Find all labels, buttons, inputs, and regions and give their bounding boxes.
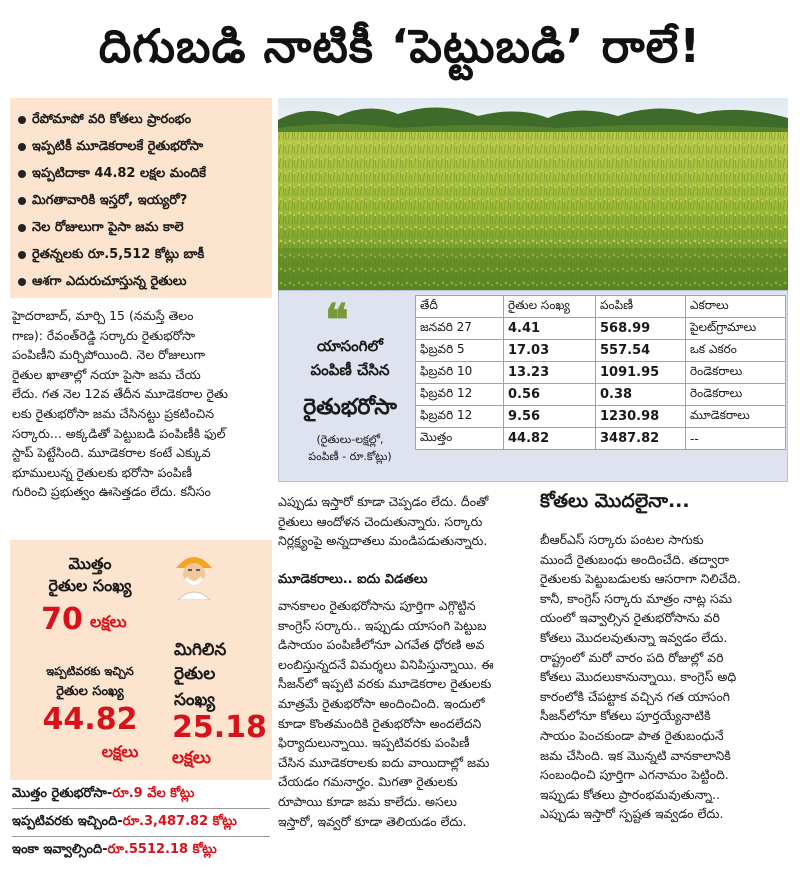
- article-line: మాత్రమే రైతుభరోసా అందించింది. ఇందులో: [278, 695, 485, 711]
- article-line: కోతలు మొదలవుతున్నా ఇవ్వడం లేదు.: [540, 629, 728, 645]
- table-title-line2: పంపిణీ చేసిన: [310, 361, 390, 379]
- article-line: కూడా కొంతమందికి రైతుభరోసా అందలేదని: [278, 715, 482, 731]
- table-cell: ఫిబ్రవరి 10: [416, 362, 504, 384]
- article-line: స్టాప్ పెట్టేసింది. మూడెకరాల కంటే ఎక్కువ: [12, 445, 211, 461]
- article-line: కారంలోకి చేపట్టాక వచ్చిన గత యాసంగి: [540, 688, 730, 704]
- paid-farmers-label: రైతుల సంఖ్య: [56, 684, 124, 699]
- article-line: లేదు. గత నెల 12వ తేదీన మూడెకరాల రైతు: [12, 386, 228, 402]
- table-cell: మొత్తం: [416, 428, 504, 450]
- article-line: భూములున్న రైతులకు భరోసా పంపిణీ: [12, 464, 192, 480]
- table-cell: మూడెకరాలు: [686, 406, 786, 428]
- article-line: ఇస్తారో, ఇవ్వరో కూడా తెలియడం లేదు.: [278, 813, 467, 829]
- table-cell: ఒక ఎకరం: [686, 340, 786, 362]
- total-amount-line: [12, 786, 194, 804]
- table-cell: 0.38: [596, 384, 686, 406]
- total-farmers-value: 70: [41, 602, 83, 637]
- article-line: సర్కారు... అక్కడితో పెట్టుబడి పంపిణీకి ఫుల్: [12, 425, 226, 441]
- table-cell: పైలట్‌గ్రామాలు: [686, 318, 786, 340]
- subheading-three-acres: మూడెకరాలు.. ఐదు విడతలు: [278, 572, 428, 587]
- table-title-line1: యాసంగిలో: [317, 337, 383, 355]
- pending-amount-label: ఇంకా ఇవ్వాల్సింది-: [12, 842, 108, 857]
- table-unit-note-line: పంపిణీ - రూ.కోట్లు): [308, 450, 392, 463]
- article-line: ముందే రైతుబంధు అందించేది. తద్వారా: [540, 551, 729, 567]
- article-line: చేయడం గమనార్హం. మిగతా రైతులకు: [278, 774, 458, 790]
- paddy-field-image: [278, 98, 788, 290]
- table-row: [416, 406, 786, 428]
- table-row: [416, 362, 786, 384]
- table-cell: జనవరి 27: [416, 318, 504, 340]
- highlight-item: ఇప్పటిదాకా 44.82 లక్షల మందికే: [16, 160, 266, 187]
- total-farmers-label: మొత్తం: [68, 554, 112, 573]
- table-row: [416, 384, 786, 406]
- table-cell: ఫిబ్రవరి 12: [416, 384, 504, 406]
- paid-amount-line: [12, 814, 237, 832]
- article-line: రాష్ట్రంలో మరో వారం పది రోజుల్లో వరి: [540, 649, 724, 665]
- paid-farmers-value: 44.82: [42, 702, 138, 737]
- table-cell: 0.56: [504, 384, 596, 406]
- table-header-row: [416, 296, 786, 318]
- remaining-farmers-unit: లక్షలు: [172, 748, 211, 768]
- quote-icon: ❝: [325, 295, 349, 346]
- table-unit-note: [287, 431, 413, 465]
- article-line: రైతులు ఆందోళన చెందుతున్నారు. సర్కారు: [278, 513, 483, 529]
- article-line: జమ చేసింది. ఇక మొన్నటి వానకాలానికి: [540, 747, 731, 763]
- total-amount-label: మొత్తం రైతుభరోసా-: [12, 786, 113, 801]
- table-cell: 13.23: [504, 362, 596, 384]
- article-column-1: [12, 306, 270, 502]
- remaining-farmers-label: రైతుల: [174, 664, 216, 684]
- table-total-row: [416, 428, 786, 450]
- article-line: కాంగ్రెస్ సర్కారు.. ఇప్పుడు యాసంగి పెట్టుబ: [278, 617, 487, 633]
- article-line: ఫిర్యాదులున్నాయి. ఇప్పటివరకు పంపిణీ: [278, 735, 470, 751]
- table-cell: ఫిబ్రవరి 12: [416, 406, 504, 428]
- highlight-item: రేపోమాపో వరి కోతలు ప్రారంభం: [16, 106, 266, 133]
- article-line: సీజన్‌లోనూ కోతలు పూర్తయ్యేనాటికి: [540, 708, 711, 724]
- table-header-cell: తేదీ: [416, 296, 504, 318]
- highlights-box: [10, 98, 272, 298]
- table-row: [416, 340, 786, 362]
- table-title-line3: రైతుభరోసా: [303, 395, 397, 420]
- article-line: బీఆర్‌ఎస్ సర్కారు పంటల సాగుకు: [540, 532, 704, 547]
- article-line: సీజన్‌లో ఇప్పటి వరకు మూడెకరాల రైతులకు: [278, 676, 492, 692]
- article-line: లకు రైతుభరోసా జమ చేసినట్టు ప్రకటించిన: [12, 405, 215, 421]
- total-amount-value: రూ.9 వేల కోట్లు: [112, 786, 195, 801]
- table-cell: రెండెకరాలు: [686, 384, 786, 406]
- total-farmers-label: రైతుల సంఖ్య: [48, 576, 132, 595]
- distribution-table-box: [278, 290, 788, 482]
- subheading-harvest: కోతలు మొదలైనా...: [540, 490, 690, 512]
- total-farmers-unit: లక్షలు: [90, 612, 127, 631]
- highlight-item: మిగతావారికి ఇస్తరో, ఇయ్యరో?: [16, 187, 266, 214]
- article-line: డిసాయం పంపిణీలోనూ ఎగవేత ధోరణి అవ: [278, 637, 485, 653]
- table-cell: 568.99: [596, 318, 686, 340]
- paid-farmers-unit: లక్షలు: [101, 742, 139, 761]
- table-cell: 17.03: [504, 340, 596, 362]
- table-cell: ఫిబ్రవరి 5: [416, 340, 504, 362]
- article-line: వానకాలం రైతుభరోసాను పూర్తిగా ఎగ్గొట్టిన: [278, 598, 476, 613]
- table-cell: 557.54: [596, 340, 686, 362]
- article-line: హైదరాబాద్, మార్చి 15 (నమస్తే తెలం: [12, 308, 194, 323]
- distribution-table: [415, 295, 786, 450]
- article-line: పంపిణీని మర్చిపోయింది. నెల రోజులుగా: [12, 347, 206, 363]
- article-column-3: [540, 530, 788, 824]
- article-line: చేసిన మూడెకరాలకు ఐదు వాయిదాల్లో జమ: [278, 754, 490, 770]
- remaining-farmers-label: మిగిలిన: [174, 640, 227, 660]
- table-unit-note-line: (రైతులు-లక్షల్లో,: [316, 433, 384, 446]
- table-row: [416, 318, 786, 340]
- paid-farmers-label: ఇప్పటివరకు ఇచ్చిన: [46, 664, 134, 678]
- highlight-item: ఇప్పటికీ మూడెకరాలకే రైతుభరోసా: [16, 133, 266, 160]
- pending-amount-value: రూ.5512.18 కోట్లు: [107, 842, 217, 857]
- highlight-item: ఆశగా ఎదురుచూస్తున్న రైతులు: [16, 268, 266, 295]
- article-line: ఎప్పుడు ఇస్తారో స్పష్టత ఇవ్వడం లేదు.: [540, 806, 724, 822]
- pending-amount-line: [12, 842, 217, 860]
- divider: [12, 836, 270, 837]
- article-line: నిర్లక్ష్యంపై అన్నదాతలు మండిపడుతున్నారు.: [278, 533, 488, 549]
- article-line: రైతుల ఖాతాల్లో నయా పైసా జమ చేయ: [12, 366, 201, 382]
- table-header-cell: ఎకరాలు: [686, 296, 786, 318]
- table-cell: 4.41: [504, 318, 596, 340]
- farmer-icon: [170, 548, 218, 600]
- article-line: కానీ, కాంగ్రెస్ సర్కారు మాత్రం నాట్ల సమ: [540, 590, 732, 606]
- stats-panel: [10, 540, 272, 780]
- table-cell: 9.56: [504, 406, 596, 428]
- highlight-item: రైతన్నలకు రూ.5,512 కోట్లు బాకీ: [16, 241, 266, 268]
- table-header-cell: రైతుల సంఖ్య: [504, 296, 596, 318]
- table-cell: 1230.98: [596, 406, 686, 428]
- headline: దిగుబడి నాటికీ ‘పెట్టుబడి’ రాలే!: [98, 19, 702, 73]
- remaining-farmers-value: 25.18: [172, 710, 267, 745]
- paid-amount-value: రూ.3,487.82 కోట్లు: [122, 814, 237, 829]
- paid-amount-label: ఇప్పటివరకు ఇచ్చింది-: [12, 814, 123, 829]
- article-line: రూపాయి కూడా జమ కాలేదు. అసలు: [278, 793, 458, 809]
- article-column-2-lead: [278, 492, 530, 551]
- highlight-item: నెల రోజులుగా పైసా జమ కాలె: [16, 214, 266, 241]
- paddy-field-photo: [278, 98, 788, 290]
- article-line: రైతులకు పెట్టుబడులకు ఆసరాగా నిలిచేది.: [540, 571, 741, 587]
- article-line: ఎప్పుడు ఇస్తారో కూడా చెప్పడం లేదు. దీంతో: [278, 494, 489, 509]
- table-cell: రెండెకరాలు: [686, 362, 786, 384]
- table-cell: 44.82: [504, 428, 596, 450]
- article-line: ఇప్పుడు కోతలు ప్రారంభమవుతున్నా..: [540, 786, 721, 802]
- table-cell: --: [686, 428, 786, 450]
- article-line: లంబిస్తున్నదనే విమర్శలు వినిపిస్తున్నాయి. ఈ: [278, 656, 494, 672]
- article-line: యంలో ఇవ్వాల్సిన రైతుభరోసాను వరి: [540, 610, 720, 626]
- article-line: గాణ): రేవంత్‌రెడ్డి సర్కారు రైతుభరోసా: [12, 327, 196, 343]
- article-line: కోతలు మొదలుకానున్నాయి. కాంగ్రెస్ అధి: [540, 669, 737, 685]
- article-line: సంబంధించి పూర్తిగా ఎగనామం పెట్టింది.: [540, 767, 729, 783]
- article-line: సాయం పెంచకుండా పాత రైతుబంధునే: [540, 727, 724, 743]
- divider: [12, 808, 270, 809]
- table-cell: 1091.95: [596, 362, 686, 384]
- article-line: గురించి ప్రభుత్వం ఊసెత్తడం లేదు. కనీసం: [12, 484, 211, 500]
- article-column-2: [278, 596, 530, 831]
- remaining-farmers-label: సంఖ్య: [174, 690, 215, 710]
- table-header-cell: పంపిణీ: [596, 296, 686, 318]
- table-cell: 3487.82: [596, 428, 686, 450]
